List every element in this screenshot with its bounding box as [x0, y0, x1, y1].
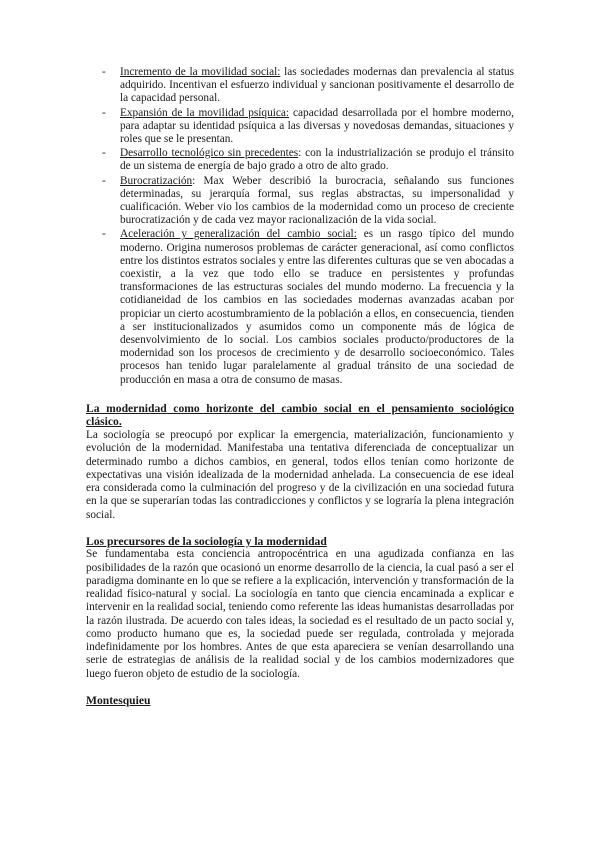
list-item-text: las sociedades modernas dan prevalencia al status adquirido. Incentivan el esfuerzo individual y sancionan positivamente el desarrollo de la capacidad personal.	[120, 66, 514, 105]
section-paragraph-modernity: La sociología se preocupó por explicar la emergencia, materialización, funcionamiento y evolución de la modernidad. Manifestaba una tentativa diferenciada de conceptualizar un determinado rumbo a dichos cambios, en general, todos ellos tenían como horizonte de expectativas una visión idealizada de la modernidad anhelada. La consecuencia de ese ideal era considerada como la culminación del progreso y de la civilización en una sociedad futura en la que se superarían todas las contradicciones y conflictos y se lograría la plena integración social.	[86, 429, 514, 521]
list-item-term: Desarrollo tecnológico sin precedentes	[120, 147, 299, 160]
list-item-term: Burocratización	[120, 174, 193, 187]
document-page	[86, 66, 514, 708]
list-item	[86, 228, 514, 386]
list-item	[86, 107, 514, 147]
list-item	[86, 66, 514, 106]
list-item-text: capacidad desarrollada por el hombre moderno, para adaptar su identidad psíquica a las diversas y novedosas demandas, situaciones y roles que se le presentan.	[120, 106, 514, 146]
section-heading-modernity: La modernidad como horizonte del cambio social en el pensamiento sociológico clásico.	[86, 401, 514, 429]
list-item-term: Expansión de la movilidad psíquica:	[120, 106, 290, 119]
dash-bullet: -	[102, 147, 106, 160]
modernity-features-list	[86, 66, 514, 387]
list-item	[86, 147, 514, 173]
dash-bullet: -	[102, 228, 106, 241]
spacer	[86, 681, 514, 694]
spacer	[86, 388, 514, 402]
list-item-text: : Max Weber describió la burocracia, señalando sus funciones determinadas, su jerarquía formal, sus reglas abstractas, su impersonalidad y cualificación. Weber vio los cambios de la modernidad como un proceso de creciente burocratización y de cada vez mayor racionalización de la vida social.	[120, 174, 514, 227]
spacer	[86, 522, 514, 535]
dash-bullet: -	[102, 106, 106, 119]
dash-bullet: -	[102, 66, 106, 78]
dash-bullet: -	[102, 174, 106, 187]
section-paragraph-precursors: Se fundamentaba esta conciencia antropocéntrica en una agudizada confianza en las posibilidades de la razón que ocasionó un enorme desarrollo de la ciencia, la cual pasó a ser el paradigma dominante en lo que se refiere a la explicación, intervención y transformación de la realidad físico-natural y social. La sociología en tanto que ciencia encaminada a explicar e intervenir en la realidad social, teniendo como referente las ideas humanistas desarrolladas por la razón ilustrada. De acuerdo con tales ideas, la sociedad es el resultado de un pacto social y, como producto humano que es, la sociedad puede ser regulada, controlada y mejorada indefinidamente por los hombres. Antes de que esta apareciera se venían desarrollando una serie de estrategias de análisis de la realidad social y de los cambios modernizadores que luego fueron objeto de estudio de la sociología.	[86, 548, 514, 680]
list-item-term: Incremento de la movilidad social:	[120, 66, 281, 78]
section-heading-montesquieu: Montesquieu	[86, 693, 151, 707]
section-heading-precursors: Los precursores de la sociología y la modernidad	[86, 534, 327, 548]
list-item-term: Aceleración y generalización del cambio social:	[120, 228, 357, 241]
list-item-text: : con la industrialización se produjo el tránsito de un sistema de energía de bajo grado a otro de alto grado.	[120, 147, 514, 173]
list-item-text: es un rasgo típico del mundo moderno. Origina numerosos problemas de carácter generacional, así como conflictos entre los distintos estratos sociales y entre las diferentes culturas que se ven abocadas a coexistir, a la vez que todo ello se traduce en persistentes y profundas transformaciones de las estructuras sociales del mundo moderno. La frecuencia y la cotidianeidad de los cambios en las sociedades modernas avanzadas acaban por propiciar un cierto acostumbramiento de la población a ellos, en consecuencia, tienden a ser institucionalizados y asumidos como un componente más de lógica de desenvolvimiento de lo social. Los cambios sociales producto/productores de la modernidad son los procesos de crecimiento y de desarrollo socioeconómico. Tales procesos han tenido lugar paralelamente al gradual tránsito de una sociedad de producción en masa a otra de consumo de masas.	[120, 228, 515, 386]
list-item	[86, 175, 514, 228]
